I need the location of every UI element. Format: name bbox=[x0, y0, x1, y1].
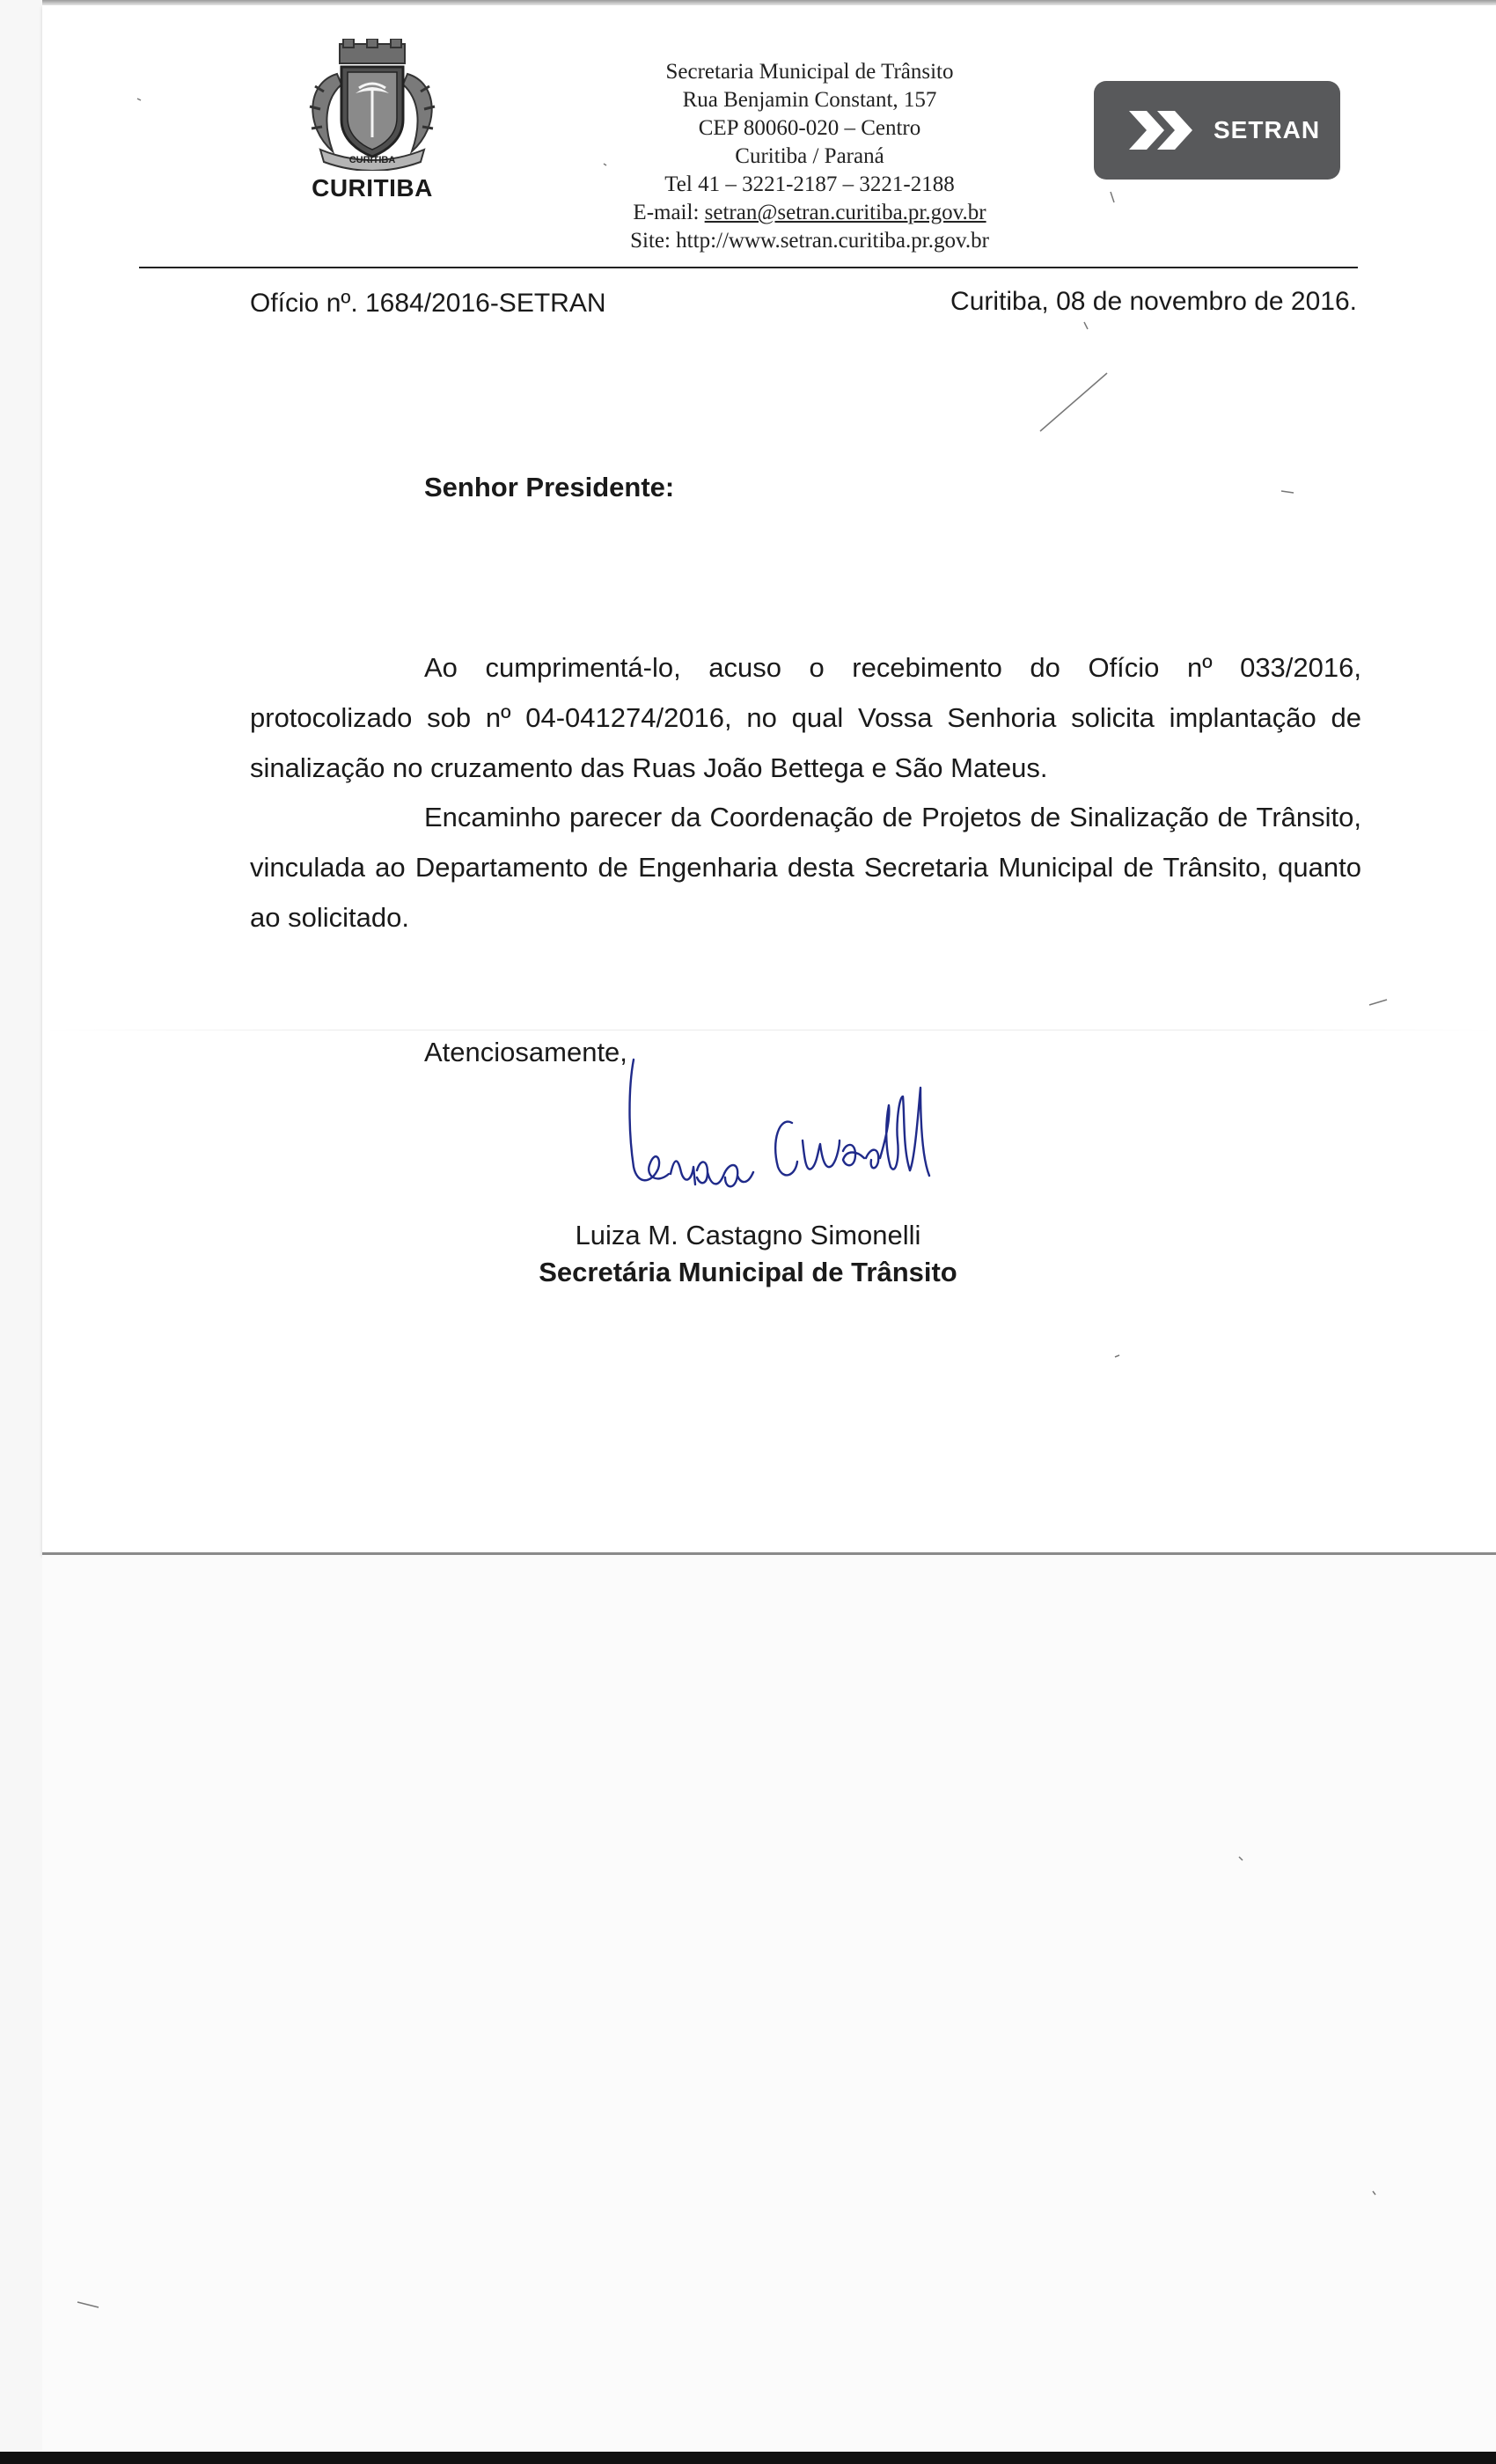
address-line-phone: Tel 41 – 3221-2187 – 3221-2188 bbox=[664, 172, 955, 196]
crest-banner-text: CURITIBA bbox=[348, 155, 396, 165]
body-paragraph: Ao cumprimentá-lo, acuso o recebimento do Ofício nº 033/2016, protocolizado sob nº 04-041274/2016, no qual Vossa Senhoria solicita implantação de sinalização no cruzamento das Ruas João Bettega e São Mateus. bbox=[250, 652, 1361, 783]
address-line-postal: CEP 80060-020 – Centro bbox=[698, 116, 921, 140]
address-line-street: Rua Benjamin Constant, 157 bbox=[682, 88, 937, 112]
address-line-site[interactable]: Site: http://www.setran.curitiba.pr.gov.br bbox=[630, 229, 989, 253]
email-label: E-mail: bbox=[633, 201, 705, 224]
city-name-label: CURITIBA bbox=[312, 174, 433, 202]
salutation: Senhor Presidente: bbox=[424, 472, 675, 502]
signer-title: Secretária Municipal de Trânsito bbox=[539, 1257, 957, 1287]
address-line-city: Curitiba / Paraná bbox=[735, 144, 884, 168]
address-line-agency: Secretaria Municipal de Trânsito bbox=[665, 60, 954, 84]
signer-name: Luiza M. Castagno Simonelli bbox=[575, 1220, 921, 1250]
letter-reference: Ofício nº. 1684/2016-SETRAN bbox=[250, 289, 606, 318]
email-link[interactable]: setran@setran.curitiba.pr.gov.br bbox=[704, 201, 986, 224]
body-paragraph: Encaminho parecer da Coordenação de Projetos de Sinalização de Trânsito, vinculada ao Departamento de Engenharia desta Secretaria Municipal de Trânsito, quanto ao solicitado. bbox=[250, 802, 1361, 933]
closing: Atenciosamente, bbox=[424, 1037, 627, 1067]
setran-logo-text: SETRAN bbox=[1214, 116, 1321, 143]
letter-date: Curitiba, 08 de novembro de 2016. bbox=[950, 287, 1357, 316]
